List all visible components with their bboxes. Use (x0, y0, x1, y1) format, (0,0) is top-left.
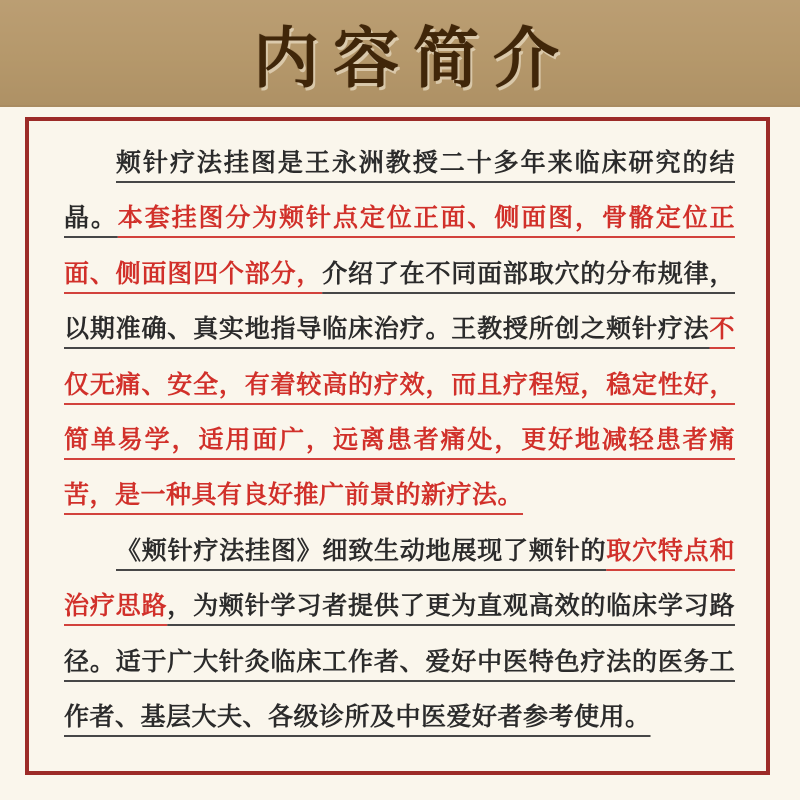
text-line (64, 136, 735, 191)
text-segment-ink: 作者、基层大夫、各级诊所及中医爱好者参考使用。 (64, 703, 651, 731)
intro-text (29, 121, 766, 745)
text-segment-red: 不 (709, 316, 735, 344)
text-segment-red: 苦，是一种具有良好推广前景的新疗法。 (64, 482, 524, 510)
text-line (64, 358, 735, 413)
text-segment-ink: 晶。 (64, 205, 118, 233)
text-segment-ink: 以期准确、真实地指导临床治疗。王教授所创之颊针疗法 (64, 316, 710, 344)
text-segment-ink: 介绍了在不同面部取穴的分布规律， (322, 260, 735, 288)
text-segment-ink: 颊针疗法挂图是王永洲教授二十多年来临床研究的结 (116, 150, 735, 177)
text-segment-red: 仅无痛、安全，有着较高的疗效，而且疗程短，稳定性好， (64, 371, 735, 399)
text-segment-red: 面、侧面图四个部分， (64, 260, 323, 288)
text-line (64, 247, 735, 302)
text-segment-ink: 《颊针疗法挂图》细致生动地展现了颊针的 (116, 537, 607, 565)
text-line (64, 524, 735, 579)
text-line (64, 468, 735, 523)
text-line (64, 690, 735, 745)
text-segment-red: 取穴特点和 (606, 537, 735, 565)
text-line (64, 635, 735, 690)
text-line (64, 579, 735, 634)
page-title: 内容简介 (253, 23, 573, 96)
text-segment-ink: ，为颊针学习者提供了更为直观高效的临床学习路 (167, 593, 735, 621)
content-panel (25, 117, 770, 775)
text-line (64, 191, 735, 246)
text-segment-red: 本套挂图分为颊针点定位正面、侧面图，骨骼定位正 (117, 205, 735, 233)
header-band (0, 0, 800, 107)
text-line (64, 302, 735, 357)
text-segment-red: 简单易学，适用面广，远离患者痛处，更好地减轻患者痛 (64, 426, 735, 454)
text-segment-red: 治疗思路 (64, 593, 168, 621)
text-segment-ink: 径。适于广大针灸临床工作者、爱好中医特色疗法的医务工 (64, 648, 735, 676)
text-line (64, 413, 735, 468)
